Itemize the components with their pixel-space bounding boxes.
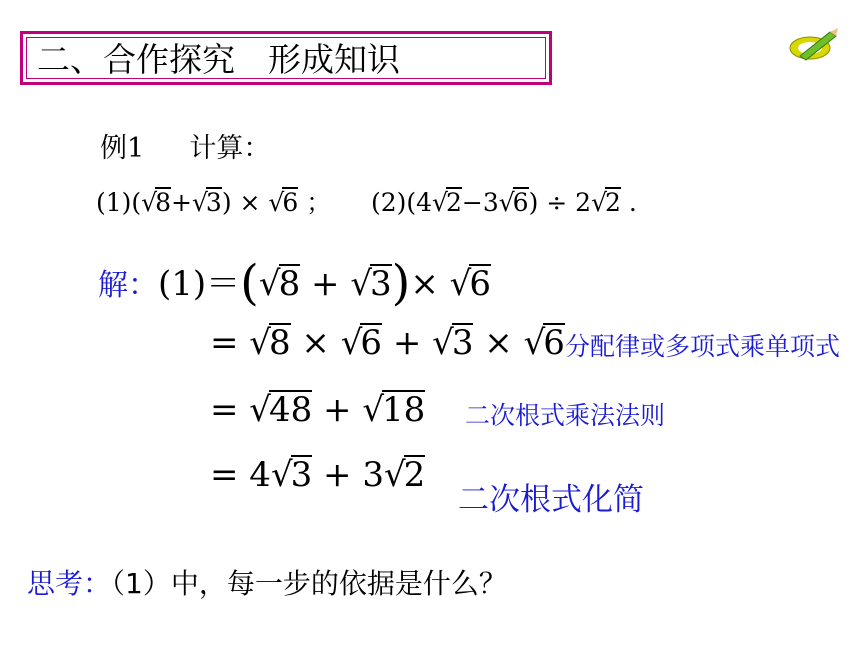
radicand: 48	[268, 390, 313, 430]
section-title-box	[20, 31, 552, 85]
radicand: 8	[268, 323, 291, 363]
radicand: 8	[278, 264, 301, 304]
think-text: （1）中，每一步的依据是什么？	[111, 567, 507, 600]
radicand: 18	[382, 390, 426, 430]
coefficient: 3	[362, 455, 384, 495]
radicand: 6	[282, 188, 299, 217]
note-multiplication-rule: 二次根式乘法法则	[465, 401, 666, 430]
problem1-prefix: (1)(	[96, 188, 142, 217]
step1-prefix: (1)＝	[158, 264, 241, 304]
radicand: 3	[290, 455, 313, 495]
radical: √48	[249, 390, 313, 430]
solution-label: 解：	[98, 268, 158, 303]
radical: √6	[268, 188, 299, 217]
think-question	[27, 562, 507, 602]
note-simplify: 二次根式化简	[458, 482, 644, 518]
radicand: 3	[370, 264, 392, 304]
radical: √6	[340, 323, 383, 363]
radical: √2	[432, 188, 462, 217]
coefficient: 4	[249, 455, 271, 495]
radical: √8	[249, 323, 291, 363]
solution-step-3: = √48 + √18	[210, 390, 426, 430]
radicand: 3	[205, 188, 222, 217]
radicand: 2	[403, 455, 426, 495]
radical: √3	[350, 264, 392, 304]
radical: √6	[523, 323, 565, 363]
radicand: 6	[512, 188, 529, 217]
radicand: 3	[451, 323, 474, 363]
radicand: 2	[445, 188, 462, 217]
pencil-logo-icon	[786, 26, 842, 66]
radical: √18	[362, 390, 426, 430]
radicand: 6	[469, 264, 491, 304]
radicand: 6	[543, 323, 565, 363]
note-distributive: 分配律或多项式乘单项式	[565, 332, 841, 361]
think-label: 思考：	[27, 567, 112, 600]
radical: √2	[384, 455, 426, 495]
radical: √3	[191, 188, 222, 217]
radical: √8	[258, 264, 301, 304]
radical: √8	[141, 188, 172, 217]
example-problems: (1)(√8+√3) × √6 ； (2)(4√2−3√6) ÷ 2√2 .	[96, 188, 637, 217]
problem2-prefix: (2)(4	[370, 188, 433, 217]
example-text: 计算：	[189, 133, 271, 164]
radical: √3	[432, 323, 474, 363]
solution-step-1: 解：(1)＝(√8 + √3)× √6	[98, 255, 491, 311]
radicand: 8	[155, 188, 172, 217]
solution-step-2: = √8 × √6 + √3 × √6	[210, 323, 565, 363]
radical: √2	[591, 188, 621, 217]
solution-step-4: = 4√3 + 3√2	[210, 455, 426, 495]
radical: √6	[498, 188, 529, 217]
radical: √6	[449, 264, 491, 304]
radical: √3	[270, 455, 313, 495]
section-title: 二、合作探究 形成知识	[37, 40, 400, 79]
example-label: 例1	[100, 133, 145, 164]
example-heading	[100, 126, 270, 165]
radicand: 2	[605, 188, 621, 217]
radicand: 6	[360, 323, 383, 363]
